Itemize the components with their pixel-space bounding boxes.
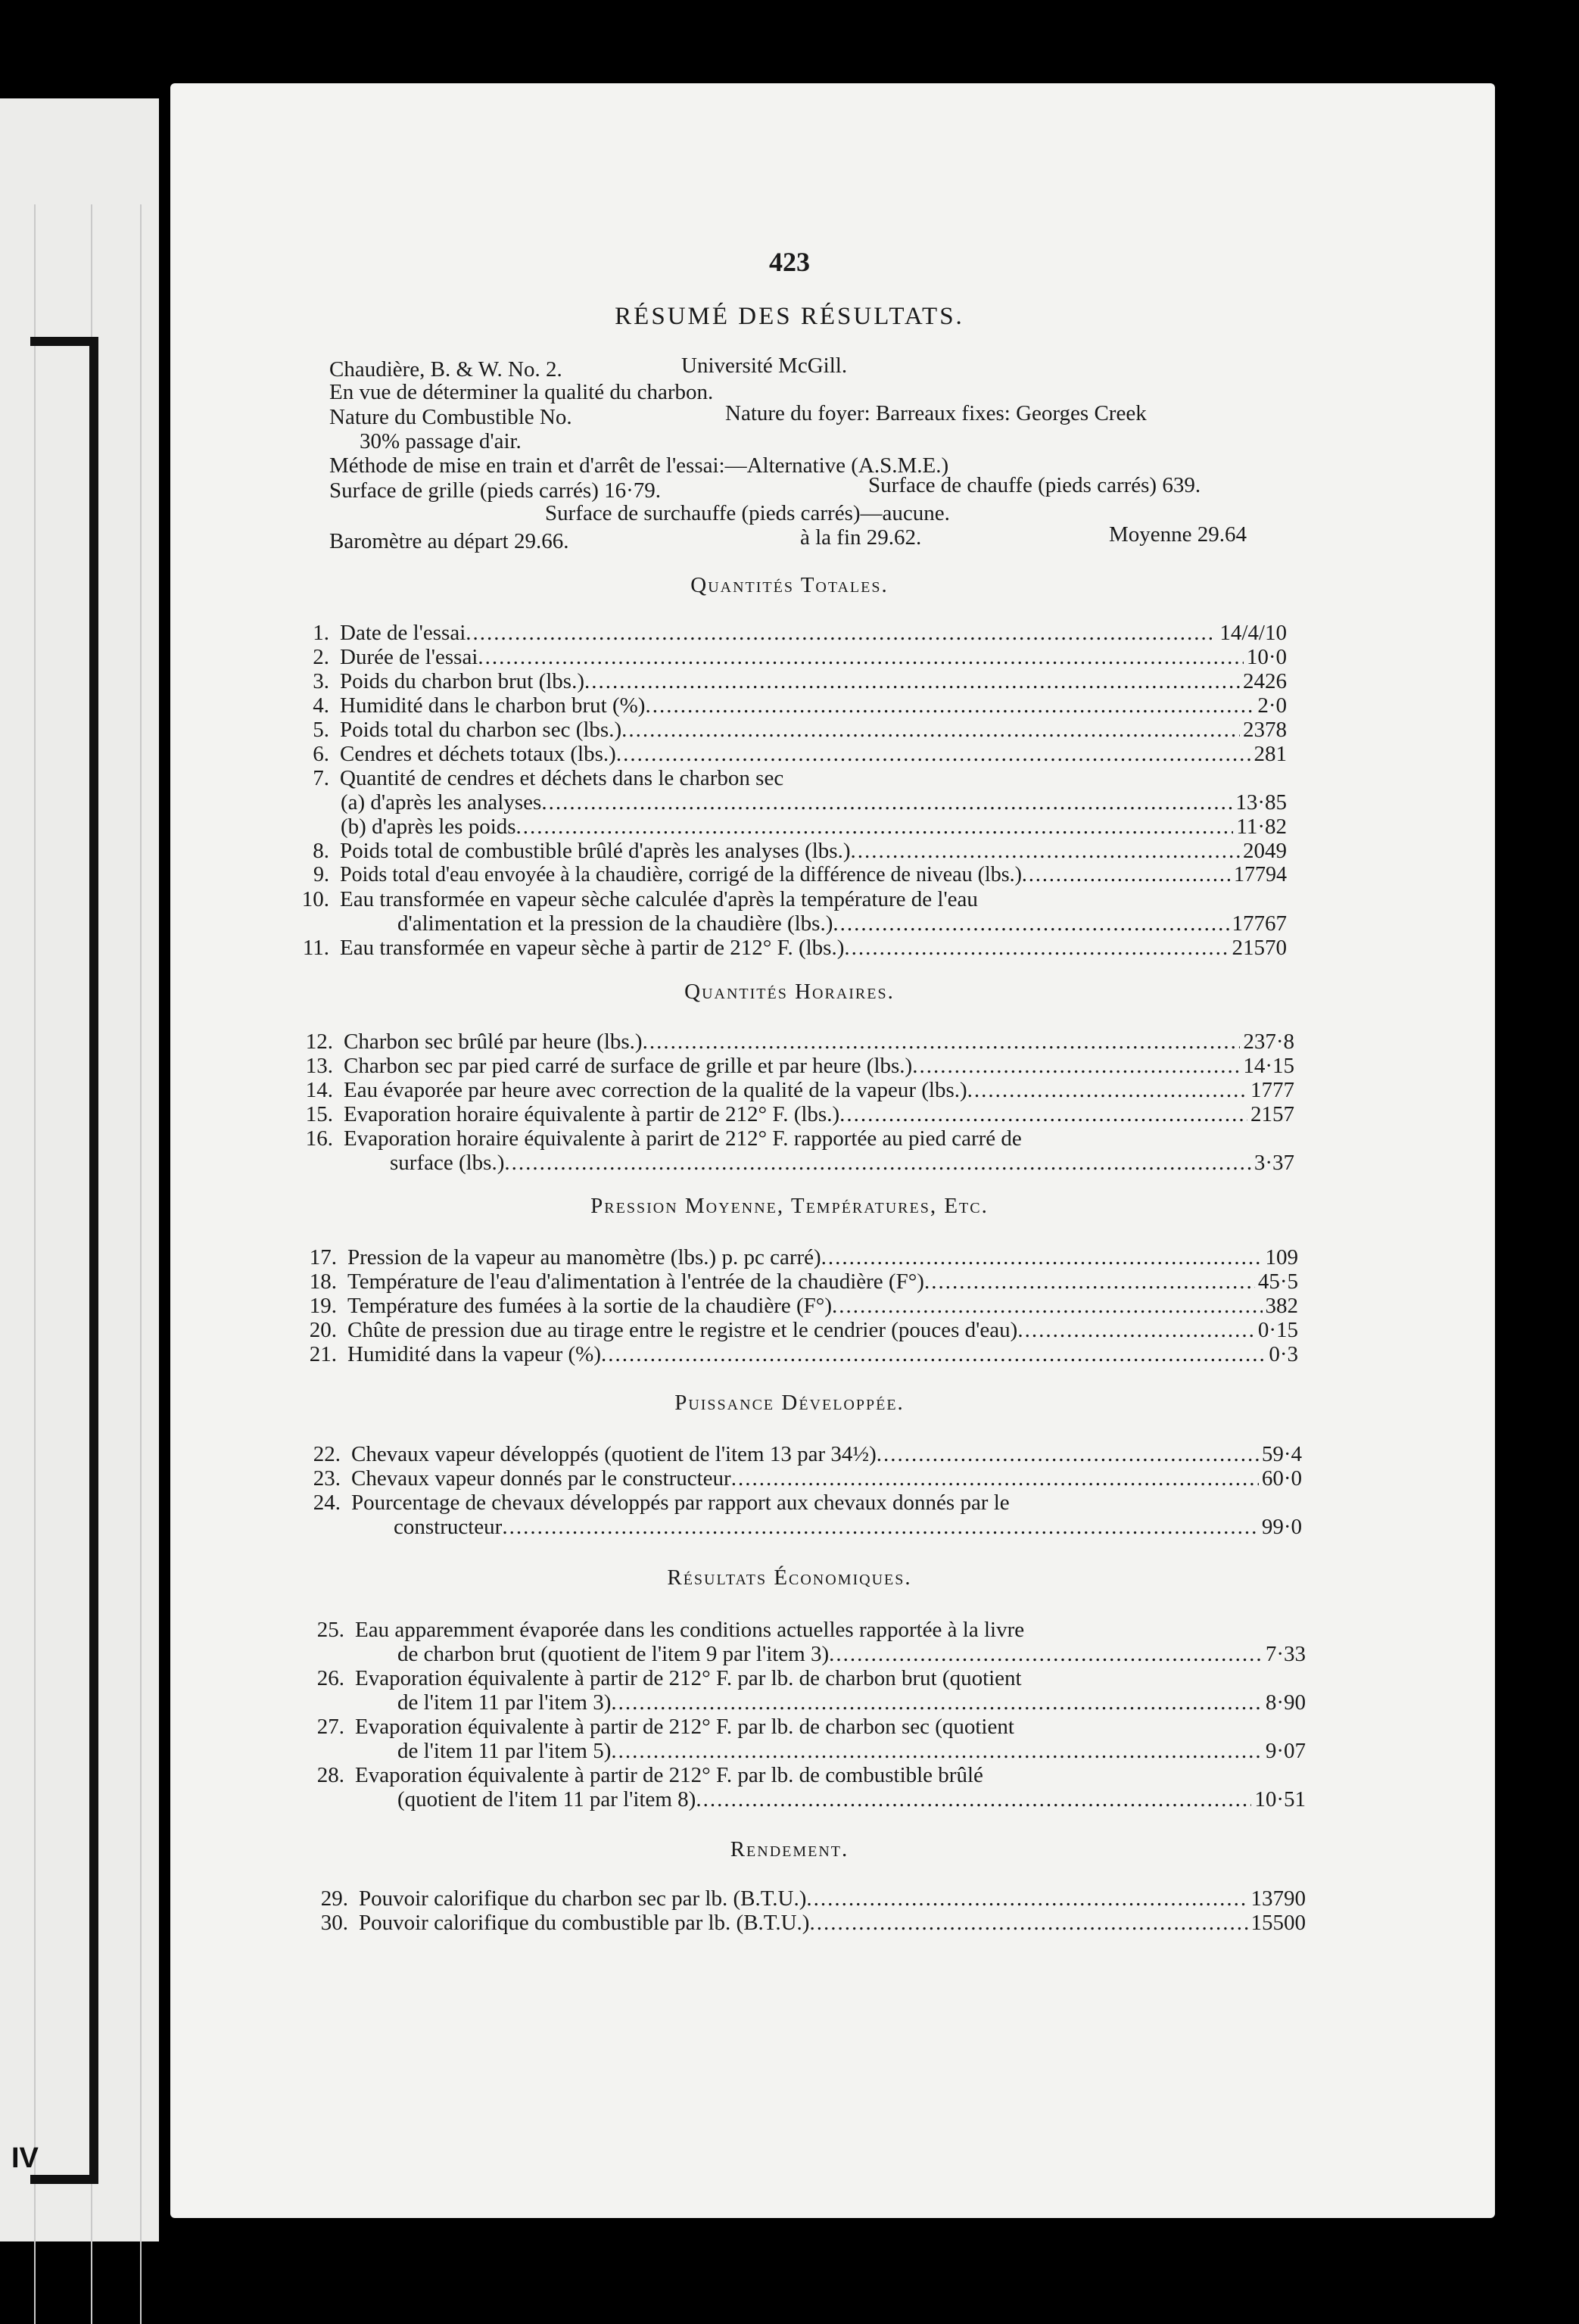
table-row — [299, 1715, 1306, 1739]
row-label: de l'item 11 par l'item 5) — [397, 1739, 612, 1763]
row-label: Charbon sec par pied carré de surface de grille et par heure (lbs.) — [344, 1054, 913, 1078]
table-row — [288, 1054, 1294, 1078]
row-value: 17767 — [1232, 911, 1287, 936]
table-row — [299, 1618, 1306, 1642]
row-number: 25. — [316, 1618, 344, 1642]
row-number: 2. — [313, 645, 329, 669]
table-row — [303, 1886, 1306, 1911]
row-value: 0·3 — [1269, 1342, 1298, 1366]
header-superheat-surface: Surface de surchauffe (pieds carrés)—aucune. — [545, 501, 950, 525]
leader-dots — [621, 718, 1240, 742]
section-title-totals: Quantités Totales. — [690, 573, 889, 597]
row-number: 29. — [320, 1886, 348, 1911]
table-row-continuation — [397, 911, 1287, 936]
table-row — [284, 669, 1287, 693]
row-label: Quantité de cendres et déchets dans le charbon sec — [340, 766, 784, 790]
row-value: 2157 — [1250, 1102, 1294, 1126]
row-number: 7. — [313, 766, 329, 790]
row-label: Date de l'essai — [340, 621, 466, 645]
leader-dots — [731, 1466, 1259, 1491]
leader-dots — [1022, 863, 1231, 887]
row-number: 16. — [305, 1126, 333, 1151]
row-value: 13·85 — [1235, 790, 1287, 815]
leader-dots — [584, 669, 1240, 693]
table-row — [288, 1126, 1294, 1151]
table-row — [291, 1318, 1298, 1342]
table-row — [284, 621, 1287, 645]
table-row — [291, 1294, 1298, 1318]
section-title-hourly: Quantités Horaires. — [684, 980, 895, 1004]
leader-dots — [809, 1911, 1247, 1935]
row-number: 27. — [316, 1715, 344, 1739]
table-row — [303, 1911, 1306, 1935]
row-value: 109 — [1265, 1245, 1298, 1269]
table-row — [284, 936, 1287, 960]
row-label: Eau transformée en vapeur sèche à partir de 212° F. (lbs.) — [340, 936, 845, 960]
row-label: Cendres et déchets totaux (lbs.) — [340, 742, 616, 766]
leader-dots — [924, 1269, 1255, 1294]
row-value: 8·90 — [1265, 1690, 1306, 1715]
row-number: 10. — [301, 887, 329, 911]
table-row — [284, 766, 1287, 790]
row-label: Eau apparemment évaporée dans les conditions actuelles rapportée à la livre — [355, 1618, 1025, 1642]
row-value: 2378 — [1243, 718, 1287, 742]
row-label: Poids total de combustible brûlé d'après les analyses (lbs.) — [340, 839, 851, 863]
row-label: Température des fumées à la sortie de la chaudière (F°) — [347, 1294, 833, 1318]
leader-dots — [829, 1642, 1263, 1666]
row-value: 21570 — [1232, 936, 1287, 960]
leader-dots — [466, 621, 1216, 645]
leader-dots — [821, 1245, 1263, 1269]
table-row-continuation — [397, 1642, 1306, 1666]
row-label: Eau évaporée par heure avec correction de la qualité de la vapeur (lbs.) — [344, 1078, 967, 1102]
row-value: 9·07 — [1265, 1739, 1306, 1763]
row-label: Pression de la vapeur au manomètre (lbs.) p. pc carré) — [347, 1245, 821, 1269]
leader-dots — [839, 1102, 1247, 1126]
row-label: Evaporation équivalente à partir de 212° F. par lb. de combustible brûlé — [355, 1763, 983, 1787]
row-number: 26. — [316, 1666, 344, 1690]
leader-dots — [806, 1886, 1247, 1911]
row-label: de l'item 11 par l'item 3) — [397, 1690, 612, 1715]
row-label: Poids total d'eau envoyée à la chaudière, corrigé de la différence de niveau (lbs.) — [340, 863, 1022, 886]
row-value: 2049 — [1243, 839, 1287, 863]
page-number: 423 — [769, 247, 810, 277]
leader-dots — [601, 1342, 1266, 1366]
row-label: Evaporation équivalente à partir de 212° F. par lb. de charbon sec (quotient — [355, 1715, 1014, 1739]
table-row — [284, 693, 1287, 718]
table-row-continuation — [390, 1151, 1294, 1175]
rule-line — [140, 204, 142, 2324]
table-row — [284, 839, 1287, 863]
table-row — [284, 742, 1287, 766]
leader-dots — [611, 1739, 1262, 1763]
table-row — [284, 887, 1287, 911]
row-label: Charbon sec brûlé par heure (lbs.) — [344, 1030, 643, 1054]
header-furnace-nature: Nature du foyer: Barreaux fixes: Georges Creek — [725, 401, 1147, 425]
row-value: 14·15 — [1243, 1054, 1294, 1078]
row-value: 7·33 — [1265, 1642, 1306, 1666]
leader-dots — [502, 1515, 1258, 1539]
row-value: 99·0 — [1261, 1515, 1302, 1539]
row-label: de charbon brut (quotient de l'item 9 par l'item 3) — [397, 1642, 830, 1666]
header-boiler: Chaudière, B. & W. No. 2. — [329, 357, 562, 382]
header-university: Université McGill. — [681, 354, 848, 378]
row-number: 14. — [305, 1078, 333, 1102]
row-label: Pourcentage de chevaux développés par rapport aux chevaux donnés par le — [351, 1491, 1010, 1515]
section-title-power: Puissance Développée. — [674, 1391, 905, 1415]
header-barometer-start: Baromètre au départ 29.66. — [329, 529, 569, 553]
row-number: 12. — [305, 1030, 333, 1054]
leader-dots — [504, 1151, 1250, 1175]
row-value: 10·0 — [1246, 645, 1287, 669]
header-method: Méthode de mise en train et d'arrêt de l'essai:—Alternative (A.S.M.E.) — [329, 453, 949, 478]
row-value: 13790 — [1250, 1886, 1306, 1911]
leader-dots — [643, 1030, 1241, 1054]
row-number: 19. — [309, 1294, 337, 1318]
row-label: surface (lbs.) — [390, 1151, 505, 1175]
row-number: 1. — [313, 621, 329, 645]
header-barometer-end: à la fin 29.62. — [800, 525, 922, 550]
strip-mark: IV — [11, 2142, 39, 2174]
row-label: Evaporation horaire équivalente à partir de 212° F. (lbs.) — [344, 1102, 840, 1126]
leader-dots — [967, 1078, 1247, 1102]
row-label: Evaporation équivalente à partir de 212° F. par lb. de charbon brut (quotient — [355, 1666, 1022, 1690]
leader-dots — [832, 1294, 1262, 1318]
table-row — [295, 1442, 1302, 1466]
row-value: 0·15 — [1257, 1318, 1298, 1342]
row-label: d'alimentation et la pression de la chaudière (lbs.) — [397, 911, 833, 936]
row-number: 28. — [316, 1763, 344, 1787]
row-value: 1777 — [1250, 1078, 1294, 1102]
row-value: 382 — [1265, 1294, 1298, 1318]
leader-dots — [844, 936, 1229, 960]
row-label: (b) d'après les poids — [341, 815, 516, 839]
leader-dots — [611, 1690, 1262, 1715]
row-label: Chûte de pression due au tirage entre le registre et le cendrier (pouces d'eau) — [347, 1318, 1018, 1342]
section-title-efficiency: Rendement. — [730, 1837, 849, 1861]
row-label: Température de l'eau d'alimentation à l'entrée de la chaudière (F°) — [347, 1269, 924, 1294]
row-label: Pouvoir calorifique du charbon sec par lb. (B.T.U.) — [359, 1886, 807, 1911]
row-value: 10·51 — [1254, 1787, 1306, 1812]
page-title: RÉSUMÉ DES RÉSULTATS. — [615, 303, 964, 330]
header-fuel-nature: Nature du Combustible No. — [329, 405, 572, 429]
leader-dots — [696, 1787, 1251, 1812]
row-label: (a) d'après les analyses — [341, 790, 542, 815]
table-row — [288, 1102, 1294, 1126]
row-number: 23. — [313, 1466, 341, 1491]
row-value: 237·8 — [1243, 1030, 1294, 1054]
leader-dots — [1017, 1318, 1255, 1342]
section-title-pressure: Pression Moyenne, Températures, Etc. — [590, 1194, 989, 1218]
table-row — [291, 1342, 1298, 1366]
row-number: 30. — [320, 1911, 348, 1935]
row-number: 15. — [305, 1102, 333, 1126]
row-value: 11·82 — [1236, 815, 1287, 839]
row-number: 13. — [305, 1054, 333, 1078]
table-row-continuation — [397, 1739, 1306, 1763]
table-row — [291, 1245, 1298, 1269]
table-row — [284, 645, 1287, 669]
row-label: Humidité dans le charbon brut (%) — [340, 693, 646, 718]
row-number: 21. — [309, 1342, 337, 1366]
row-number: 3. — [313, 669, 329, 693]
row-label: Chevaux vapeur développés (quotient de l'item 13 par 34½) — [351, 1442, 877, 1466]
leader-dots — [851, 839, 1240, 863]
leader-dots — [616, 742, 1251, 766]
row-number: 11. — [302, 936, 329, 960]
table-row — [284, 863, 1287, 887]
row-label: Chevaux vapeur donnés par le constructeur — [351, 1466, 731, 1491]
row-value: 2·0 — [1257, 693, 1287, 718]
leader-dots — [541, 790, 1232, 815]
table-row — [299, 1666, 1306, 1690]
leader-dots — [645, 693, 1254, 718]
row-number: 6. — [313, 742, 329, 766]
table-row-continuation — [394, 1515, 1302, 1539]
leader-dots — [912, 1054, 1240, 1078]
row-number: 4. — [313, 693, 329, 718]
table-row-continuation — [397, 1787, 1306, 1812]
row-label: Poids du charbon brut (lbs.) — [340, 669, 584, 693]
row-value: 60·0 — [1261, 1466, 1302, 1491]
row-number: 9. — [313, 863, 329, 886]
table-row — [284, 718, 1287, 742]
table-row — [295, 1466, 1302, 1491]
row-number: 18. — [309, 1269, 337, 1294]
row-number: 17. — [309, 1245, 337, 1269]
row-label: Pouvoir calorifique du combustible par lb. (B.T.U.) — [359, 1911, 810, 1935]
row-value: 17794 — [1234, 863, 1287, 886]
table-row — [299, 1763, 1306, 1787]
header-purpose: En vue de déterminer la qualité du charbon. — [329, 380, 714, 404]
row-label: Evaporation horaire équivalente à parirt de 212° F. rapportée au pied carré de — [344, 1126, 1022, 1151]
row-value: 59·4 — [1261, 1442, 1302, 1466]
row-number: 24. — [313, 1491, 341, 1515]
row-value: 15500 — [1250, 1911, 1306, 1935]
row-label: constructeur — [394, 1515, 503, 1539]
row-label: Humidité dans la vapeur (%) — [347, 1342, 602, 1366]
row-number: 5. — [313, 718, 329, 742]
leader-dots — [516, 815, 1234, 839]
row-label: Eau transformée en vapeur sèche calculée d'après la température de l'eau — [340, 887, 978, 911]
header-heating-surface: Surface de chauffe (pieds carrés) 639. — [868, 473, 1201, 497]
header-grate-surface: Surface de grille (pieds carrés) 16·79. — [329, 478, 662, 503]
section-title-economics: Résultats Économiques. — [667, 1565, 912, 1590]
row-value: 14/4/10 — [1219, 621, 1287, 645]
row-number: 22. — [313, 1442, 341, 1466]
row-label: (quotient de l'item 11 par l'item 8) — [397, 1787, 696, 1812]
leader-dots — [478, 645, 1243, 669]
table-row-continuation — [397, 1690, 1306, 1715]
row-label: Durée de l'essai — [340, 645, 478, 669]
table-row — [288, 1030, 1294, 1054]
row-label: Poids total du charbon sec (lbs.) — [340, 718, 622, 742]
row-value: 2426 — [1243, 669, 1287, 693]
header-barometer-mean: Moyenne 29.64 — [1109, 522, 1247, 547]
header-air-passage: 30% passage d'air. — [360, 429, 522, 453]
row-value: 3·37 — [1254, 1151, 1294, 1175]
table-row — [288, 1078, 1294, 1102]
bracket-frame — [30, 337, 98, 2184]
table-row — [291, 1269, 1298, 1294]
row-value: 45·5 — [1257, 1269, 1298, 1294]
row-value: 281 — [1254, 742, 1287, 766]
row-number: 8. — [313, 839, 329, 863]
table-row — [295, 1491, 1302, 1515]
row-number: 20. — [309, 1318, 337, 1342]
leader-dots — [833, 911, 1229, 936]
leader-dots — [877, 1442, 1259, 1466]
adjacent-page-strip — [0, 98, 159, 2241]
table-row — [341, 790, 1287, 815]
table-row — [341, 815, 1287, 839]
